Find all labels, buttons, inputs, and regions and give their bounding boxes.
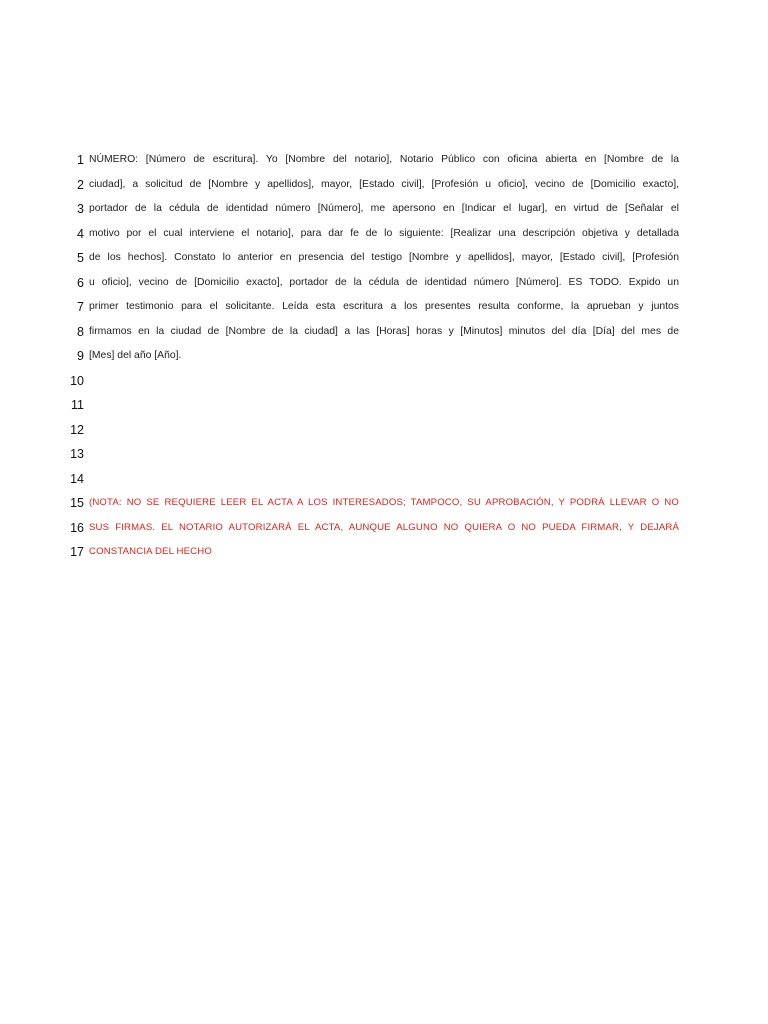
document-line-16 [70,516,680,541]
line-number: 12 [70,422,84,437]
document-line-7 [74,295,680,320]
document-line-10 [70,369,680,394]
numbered-lines [70,148,680,565]
line-text: [Mes] del año [Año]. [89,350,182,361]
line-text: u oficio], vecino de [Domicilio exacto], portador de la cédula de identidad número [Número]. ES TODO. Expido un [89,276,679,288]
line-text: firmamos en la ciudad de [Nombre de la ciudad] a las [Horas] horas y [Minutos] minutos del día [Día] del mes de [89,325,679,337]
line-text: primer testimonio para el solicitante. Leída esta escritura a los presentes resulta conforme, la aprueban y juntos [89,301,679,312]
line-number: 9 [77,349,84,363]
document-line-17 [70,540,680,565]
document-line-3 [74,197,680,222]
line-number: 15 [70,496,84,510]
line-text: de los hechos]. Constato lo anterior en presencia del testigo [Nombre y apellidos], mayor, [Estado civil], [Profesión [89,252,679,263]
line-text: motivo por el cual interviene el notario], para dar fe de lo siguiente: [Realizar una descripción objetiva y detallada [89,227,679,239]
note-text: CONSTANCIA DEL HECHO [89,546,212,557]
line-number: 10 [70,373,84,388]
line-text: NÚMERO: [Número de escritura]. Yo [Nombre del notario], Notario Público con oficina abierta en [Nombre de la [89,154,679,165]
document-line-1 [74,148,680,173]
line-text: ciudad], a solicitud de [Nombre y apellidos], mayor, [Estado civil], [Profesión u oficio], vecino de [Domicilio exacto], [89,178,679,190]
document-line-5 [74,246,680,271]
document-line-9 [74,344,680,369]
document-line-8 [74,320,680,345]
line-text: portador de la cédula de identidad número [Número], me apersono en [Indicar el lugar], en virtud de [Señalar el [89,203,679,214]
note-text: SUS FIRMAS. EL NOTARIO AUTORIZARÁ EL ACTA, AUNQUE ALGUNO NO QUIERA O NO PUEDA FIRMAR, Y DEJARÁ [89,521,679,533]
line-number: 5 [77,251,84,265]
document-line-11 [71,393,680,418]
line-number: 3 [77,202,84,216]
document-line-14 [70,467,680,492]
document-line-12 [70,418,680,443]
line-number: 17 [70,545,84,559]
line-number: 4 [77,226,84,241]
line-number: 2 [77,177,84,192]
line-number: 16 [70,520,84,535]
line-number: 6 [77,275,84,290]
line-number: 13 [70,447,84,461]
document-line-6 [74,271,680,296]
document-line-13 [70,442,680,467]
document-line-4 [74,222,680,247]
document-line-2 [74,173,680,198]
line-number: 11 [71,398,84,412]
line-number: 1 [77,153,84,167]
document-line-15 [70,491,680,516]
line-number: 14 [70,471,84,486]
line-number: 7 [77,300,84,314]
note-text: (NOTA: NO SE REQUIERE LEER EL ACTA A LOS INTERESADOS; TAMPOCO, SU APROBACIÓN, Y PODRÁ LLEVAR O NO [89,497,679,508]
line-number: 8 [77,324,84,339]
